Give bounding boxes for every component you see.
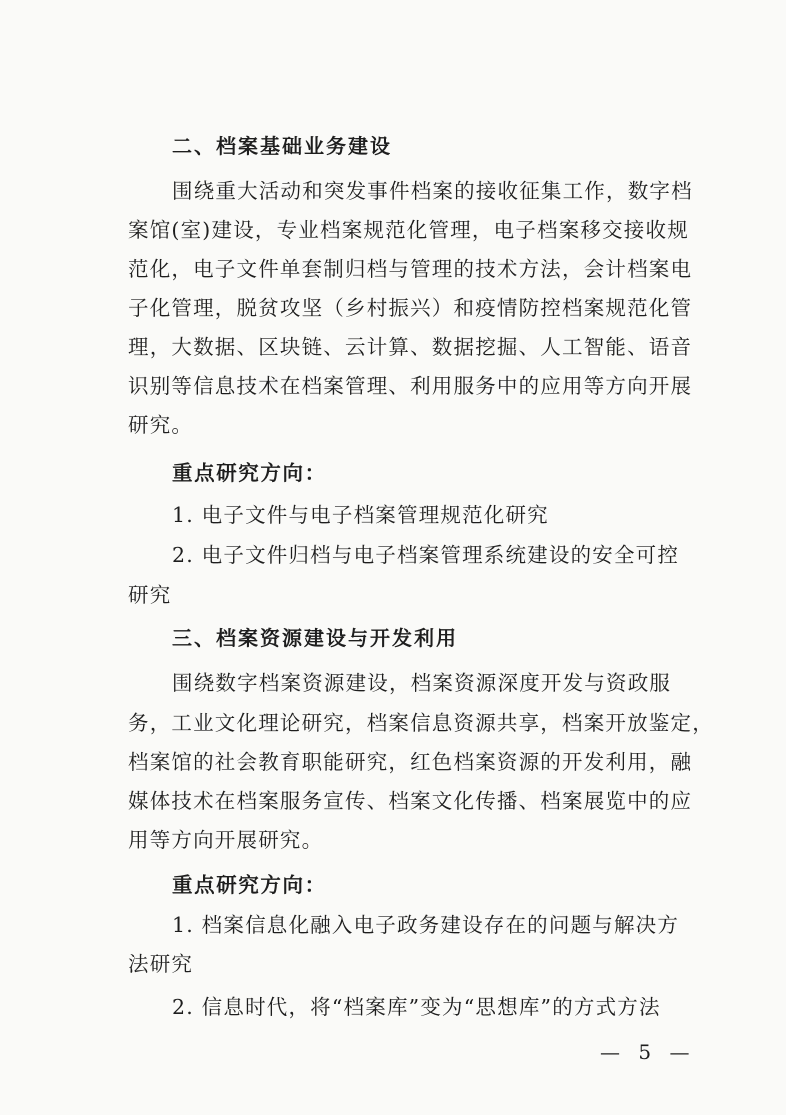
key-direction-item: 2. 信息时代，将“档案库”变为“思想库”的方式方法	[172, 995, 661, 1019]
paragraph-line: 围绕数字档案资源建设，档案资源深度开发与资政服	[172, 671, 672, 695]
paragraph-line: 范化，电子文件单套制归档与管理的技术方法，会计档案电	[128, 257, 693, 281]
paragraph-line: 用等方向开展研究。	[128, 828, 324, 852]
key-direction-item: 研究	[128, 583, 172, 607]
key-directions-heading: 重点研究方向：	[172, 461, 327, 485]
section-heading-3: 三、档案资源建设与开发利用	[172, 626, 458, 650]
paragraph-line: 档案馆的社会教育职能研究，红色档案资源的开发利用，融	[128, 750, 693, 774]
paragraph-line: 围绕重大活动和突发事件档案的接收征集工作，数字档	[172, 179, 693, 203]
key-direction-item: 1. 档案信息化融入电子政务建设存在的问题与解决方	[172, 913, 680, 937]
key-direction-item: 法研究	[128, 952, 194, 976]
key-direction-item: 2. 电子文件归档与电子档案管理系统建设的安全可控	[172, 543, 680, 567]
page-number: — 5 —	[600, 1040, 696, 1064]
paragraph-line: 媒体技术在档案服务宣传、档案文化传播、档案展览中的应	[128, 789, 693, 813]
paragraph-line: 子化管理，脱贫攻坚（乡村振兴）和疫情防控档案规范化管	[128, 296, 693, 320]
paragraph-line: 识别等信息技术在档案管理、利用服务中的应用等方向开展	[128, 374, 693, 398]
paragraph-line: 务，工业文化理论研究，档案信息资源共享，档案开放鉴定，	[128, 711, 714, 735]
key-direction-item: 1. 电子文件与电子档案管理规范化研究	[172, 503, 549, 527]
paragraph-line: 案馆(室)建设，专业档案规范化管理，电子档案移交接收规	[128, 218, 689, 242]
paragraph-line: 研究。	[128, 413, 194, 437]
paragraph-line: 理，大数据、区块链、云计算、数据挖掘、人工智能、语音	[128, 335, 693, 359]
section-heading-2: 二、档案基础业务建设	[172, 134, 392, 158]
key-directions-heading: 重点研究方向：	[172, 873, 327, 897]
